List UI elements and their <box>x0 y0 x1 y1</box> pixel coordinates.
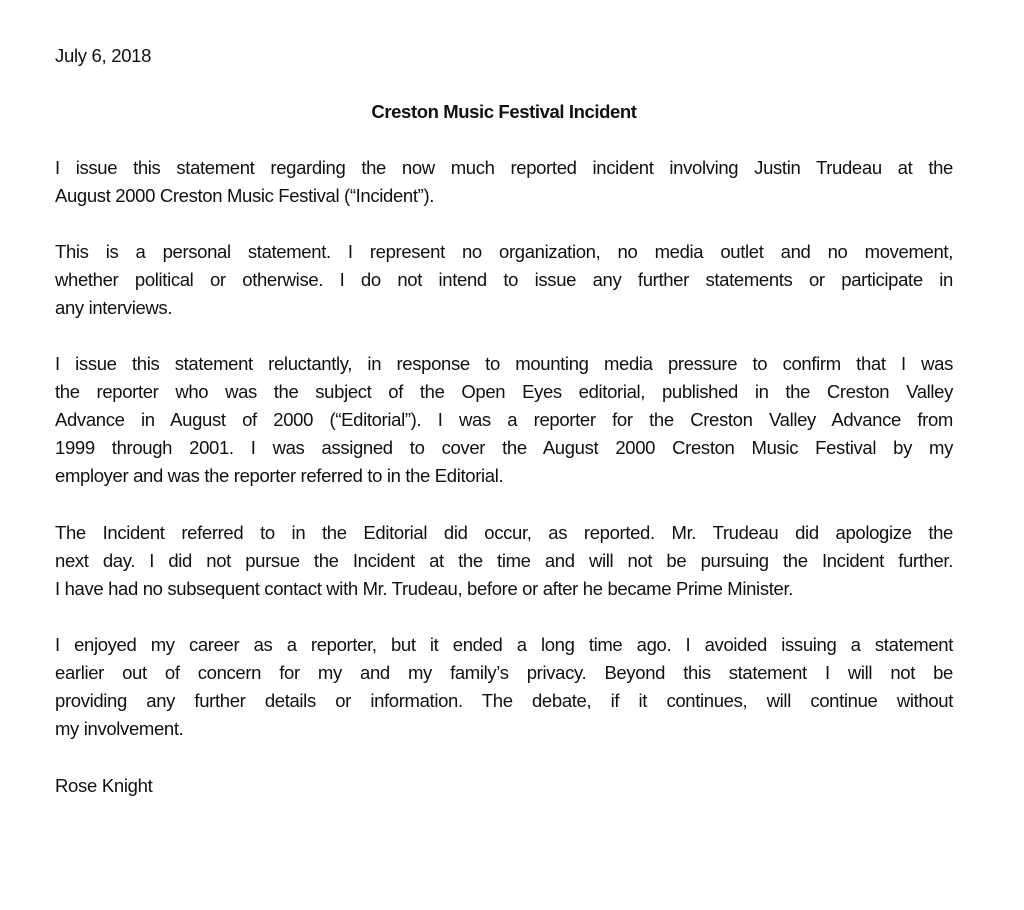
paragraph-line: Advance in August of 2000 (“Editorial”). I was a reporter for the Creston Valley Advance from <box>55 409 953 430</box>
paragraph-line: I issue this statement reluctantly, in response to mounting media pressure to confirm that I was <box>55 353 953 374</box>
paragraph-line: The Incident referred to in the Editorial did occur, as reported. Mr. Trudeau did apologize the <box>55 522 953 543</box>
paragraph-line: next day. I did not pursue the Incident at the time and will not be pursuing the Incident further. <box>55 550 953 571</box>
paragraph-line: providing any further details or information. The debate, if it continues, will continue without <box>55 690 953 711</box>
signature: Rose Knight <box>55 775 153 796</box>
document-date: July 6, 2018 <box>55 45 152 66</box>
paragraph-line: I enjoyed my career as a reporter, but it ended a long time ago. I avoided issuing a statement <box>55 634 953 655</box>
paragraph-line: the reporter who was the subject of the Open Eyes editorial, published in the Creston Valley <box>55 381 953 402</box>
paragraph-line: 1999 through 2001. I was assigned to cover the August 2000 Creston Music Festival by my <box>55 437 953 458</box>
paragraph-line: This is a personal statement. I represent no organization, no media outlet and no movement, <box>55 241 953 262</box>
paragraph-line: whether political or otherwise. I do not intend to issue any further statements or participate in <box>55 269 953 290</box>
paragraph-line: I issue this statement regarding the now much reported incident involving Justin Trudeau at the <box>55 157 953 178</box>
paragraph-line: employer and was the reporter referred to in the Editorial. <box>55 465 504 486</box>
paragraph-line: August 2000 Creston Music Festival (“Incident”). <box>55 185 435 206</box>
paragraph-line: my involvement. <box>55 718 184 739</box>
paragraph-line: I have had no subsequent contact with Mr. Trudeau, before or after he became Prime Minister. <box>55 578 794 599</box>
document-title: Creston Music Festival Incident <box>371 101 637 122</box>
paragraph-line: any interviews. <box>55 297 173 318</box>
paragraph-line: earlier out of concern for my and my family’s privacy. Beyond this statement I will not be <box>55 662 953 683</box>
